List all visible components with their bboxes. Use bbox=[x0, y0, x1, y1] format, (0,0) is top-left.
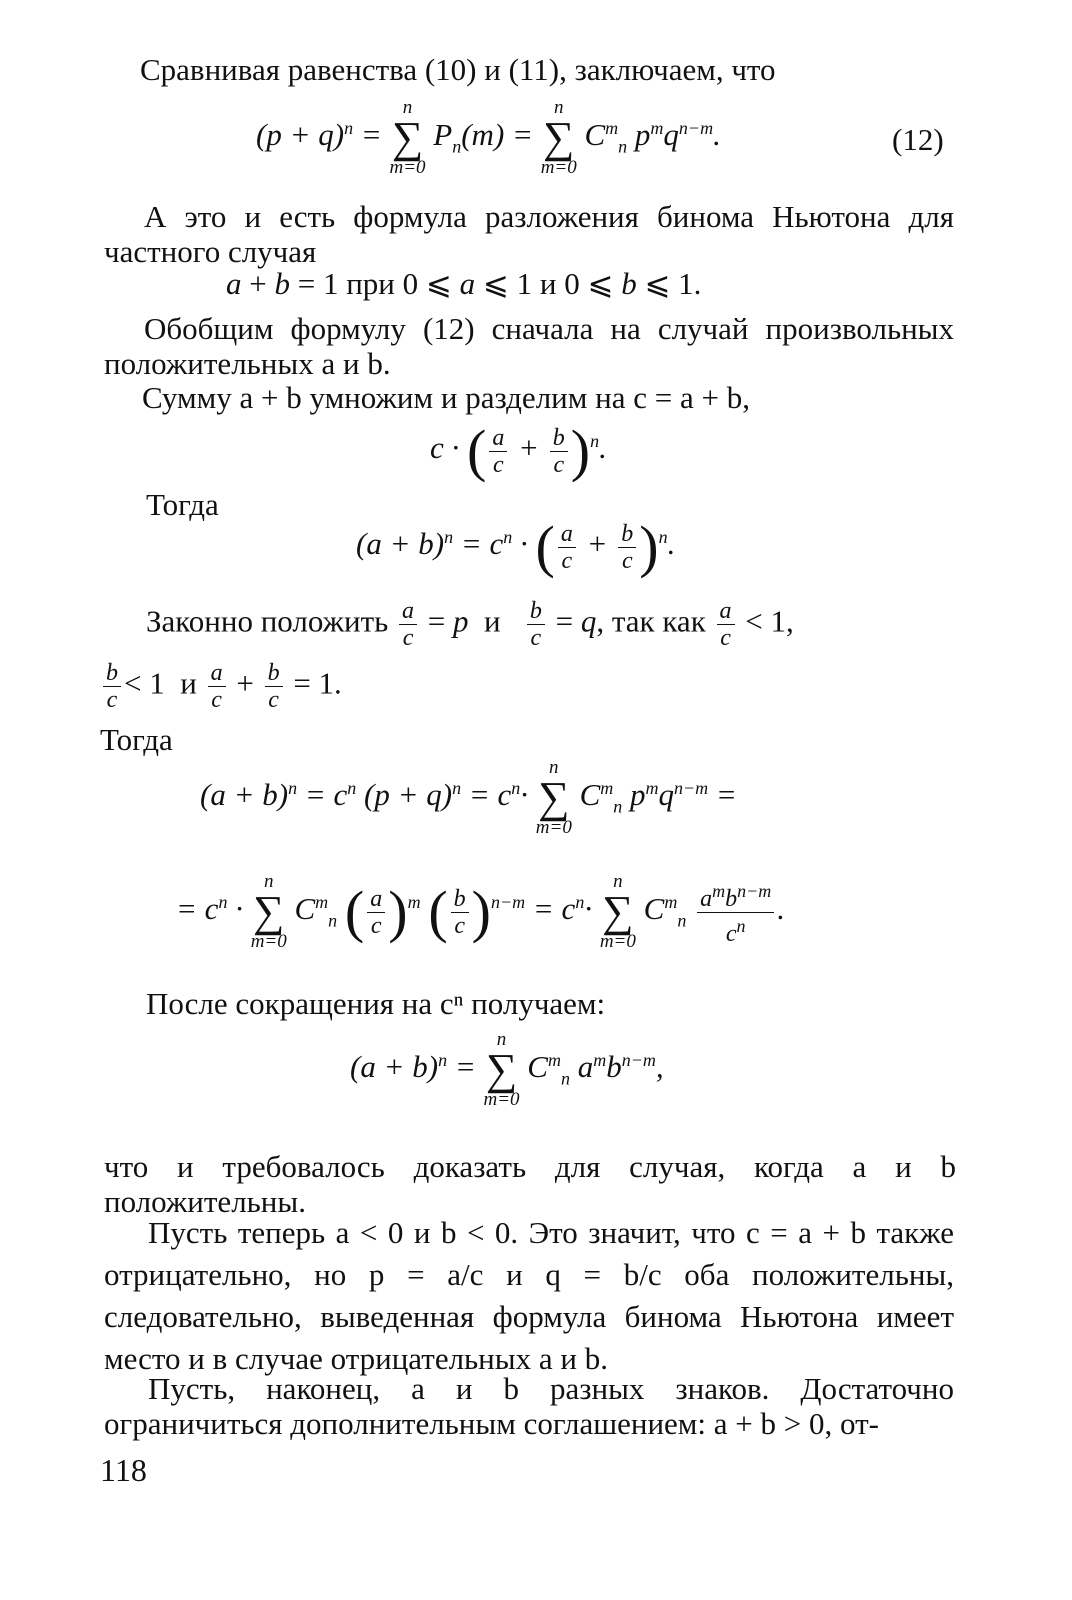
equation-chain-2: = $c^n$ · n ∑ m=0 $C^m_n$ ( $\frac{a}{c}$ )$^m$ ( $\frac{b}{c}$ )$^{n-m} = c^n\cdot$ n ∑ m=0 $C^m_n$ $\frac{a^mb^{n-m}}{c^n}$ . bbox=[176, 871, 785, 952]
paragraph-sum: Сумму a + b умножим и разделим на c = a + b, bbox=[142, 380, 750, 415]
equation-chain-1: $(a + b)^n = c^n$ $(p + q)^n = c^n\cdot$ n ∑ m=0 $C^m_n$ $p^mq^{n-m}$ = bbox=[200, 757, 737, 838]
condition-word: при bbox=[346, 266, 395, 301]
paragraph-proved: что и требовалось доказать для случая, когда a и b положительны. bbox=[104, 1149, 956, 1219]
equation-final: $(a + b)^n$ = n ∑ m=0 $C^m_n$ $a^mb^{n-m}$, bbox=[350, 1029, 664, 1110]
zakonno-line: Законно положить $\frac{a}{c}$ = p и $\frac{b}{c}$ = q, так как $\frac{a}{c}$ < 1, bbox=[146, 598, 794, 651]
paragraph-last: Пусть, наконец, a и b разных знаков. Достаточно ограничиться дополнительным соглашением: a + b > 0, от- bbox=[104, 1371, 954, 1441]
intro-line: Сравнивая равенства (10) и (11), заключаем, что bbox=[140, 52, 776, 87]
paragraph-negative: Пусть теперь a < 0 и b < 0. Это значит, что c = a + b также отрицательно, но p = a/c и q = b/c оба положительны, следовательно, выведенная формула бинома Ньютона имеет место и в случае отрицательных a и b. bbox=[104, 1215, 954, 1376]
paragraph-generalize: Обобщим формулу (12) сначала на случай произвольных положительных a и b. bbox=[104, 311, 954, 381]
expression-c-times: c · ( $\frac{a}{c}$ + $\frac{b}{c}$ )$^n$. bbox=[430, 418, 607, 483]
posle-line: После сокращения на cⁿ получаем: bbox=[146, 986, 606, 1021]
equation-12-label: (12) bbox=[892, 122, 944, 157]
special-case-condition: a + b = 1 при 0 ⩽ a ⩽ 1 и 0 ⩽ b ⩽ 1. bbox=[226, 266, 702, 301]
zakonno-text: Законно положить bbox=[146, 603, 389, 639]
page-number: 118 bbox=[100, 1452, 147, 1488]
paragraph-binomial-note: А это и есть формула разложения бинома Ньютона для частного случая bbox=[104, 199, 954, 269]
equation-12: $(p + q)^n$ = n ∑ m=0 $P_n(m)$ = n ∑ m=0 $C^m_n$ $p^mq^{n-m}$. bbox=[256, 97, 721, 178]
togda-2: Тогда bbox=[100, 722, 173, 757]
expression-expand: $(a + b)^n = c^n$ · ( $\frac{a}{c}$ + $\frac{b}{c}$ )$^n$. bbox=[356, 514, 676, 579]
tak-kak-text: так как bbox=[611, 603, 706, 639]
togda-1: Тогда bbox=[146, 487, 219, 522]
conditions-line: $\frac{b}{c}$ < 1 и $\frac{a}{c}$ + $\frac{b}{c}$ = 1. bbox=[100, 660, 342, 713]
